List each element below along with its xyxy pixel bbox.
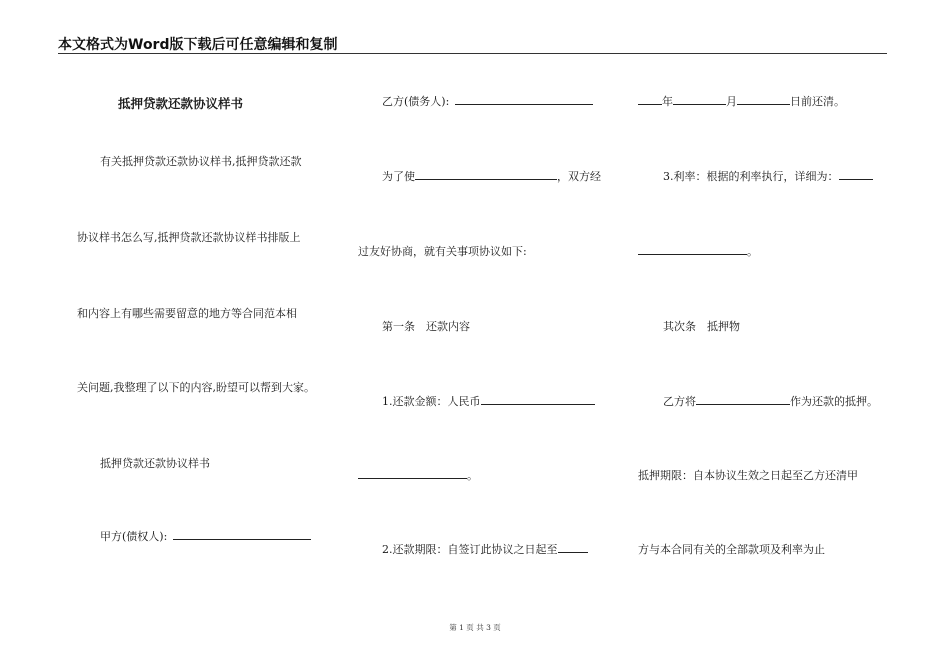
purpose-suffix: ，双方经 [557, 170, 601, 183]
term-blank [558, 542, 588, 553]
party-b-label: 乙方(债务人): [382, 95, 450, 108]
amount-label: 1.还款金额：人民币 [382, 395, 481, 408]
page-number: 第 1 页 共 3 页 [449, 623, 501, 632]
party-a-blank [173, 529, 311, 540]
year-label: 年 [662, 95, 673, 108]
date-end: 日前还清。 [790, 95, 845, 108]
amount-continued-line [358, 467, 478, 483]
contract-heading: 抵押贷款还款协议样书 [100, 457, 210, 470]
document-header: 本文格式为Word版下载后可任意编辑和复制 [58, 37, 338, 53]
amount-line [382, 393, 595, 409]
article-2-heading: 其次条 抵押物 [663, 320, 740, 333]
header-divider [58, 53, 887, 54]
pledge-line [663, 393, 878, 409]
rate-label: 3.利率：根据的利率执行，详细为： [663, 170, 839, 183]
intro-line-3: 和内容上有哪些需要留意的地方等合同范本相 [77, 307, 297, 320]
rate-blank [839, 169, 873, 180]
purpose-line [382, 168, 601, 184]
party-b-line [382, 93, 593, 109]
term-label: 2.还款期限：自签订此协议之日起至 [382, 543, 558, 556]
intro-line-4: 关问题,我整理了以下的内容,盼望可以帮到大家。 [77, 381, 315, 394]
month-blank [673, 94, 726, 105]
month-label: 月 [726, 95, 737, 108]
amount-blank [481, 394, 595, 405]
amount-blank-continued [358, 468, 467, 479]
party-a-line [100, 528, 311, 544]
pledge-blank [696, 394, 790, 405]
term-line [382, 541, 588, 557]
intro-line-2: 协议样书怎么写,抵押贷款还款协议样书排版上 [77, 231, 301, 244]
pledge-prefix: 乙方将 [663, 395, 696, 408]
year-blank [638, 94, 662, 105]
rate-line [663, 168, 873, 184]
repay-date-line [638, 93, 845, 109]
article-1-heading: 第一条 还款内容 [382, 320, 470, 333]
purpose-prefix: 为了使 [382, 170, 415, 183]
pledge-suffix: 作为还款的抵押。 [790, 395, 878, 408]
party-b-blank [455, 94, 593, 105]
party-a-label: 甲方(债权人): [100, 530, 168, 543]
rate-end: 。 [747, 245, 758, 258]
consult-line: 过友好协商，就有关事项协议如下: [358, 245, 527, 258]
amount-end: 。 [467, 469, 478, 482]
document-title: 抵押贷款还款协议样书 [118, 96, 244, 111]
rate-blank-continued [638, 244, 747, 255]
pledge-period-line-1: 抵押期限：自本协议生效之日起至乙方还清甲 [638, 469, 858, 482]
rate-continued-line [638, 243, 758, 259]
day-blank [737, 94, 790, 105]
purpose-blank [415, 169, 557, 180]
pledge-period-line-2: 方与本合同有关的全部款项及利率为止 [638, 543, 825, 556]
intro-line-1: 有关抵押贷款还款协议样书,抵押贷款还款 [100, 155, 302, 168]
